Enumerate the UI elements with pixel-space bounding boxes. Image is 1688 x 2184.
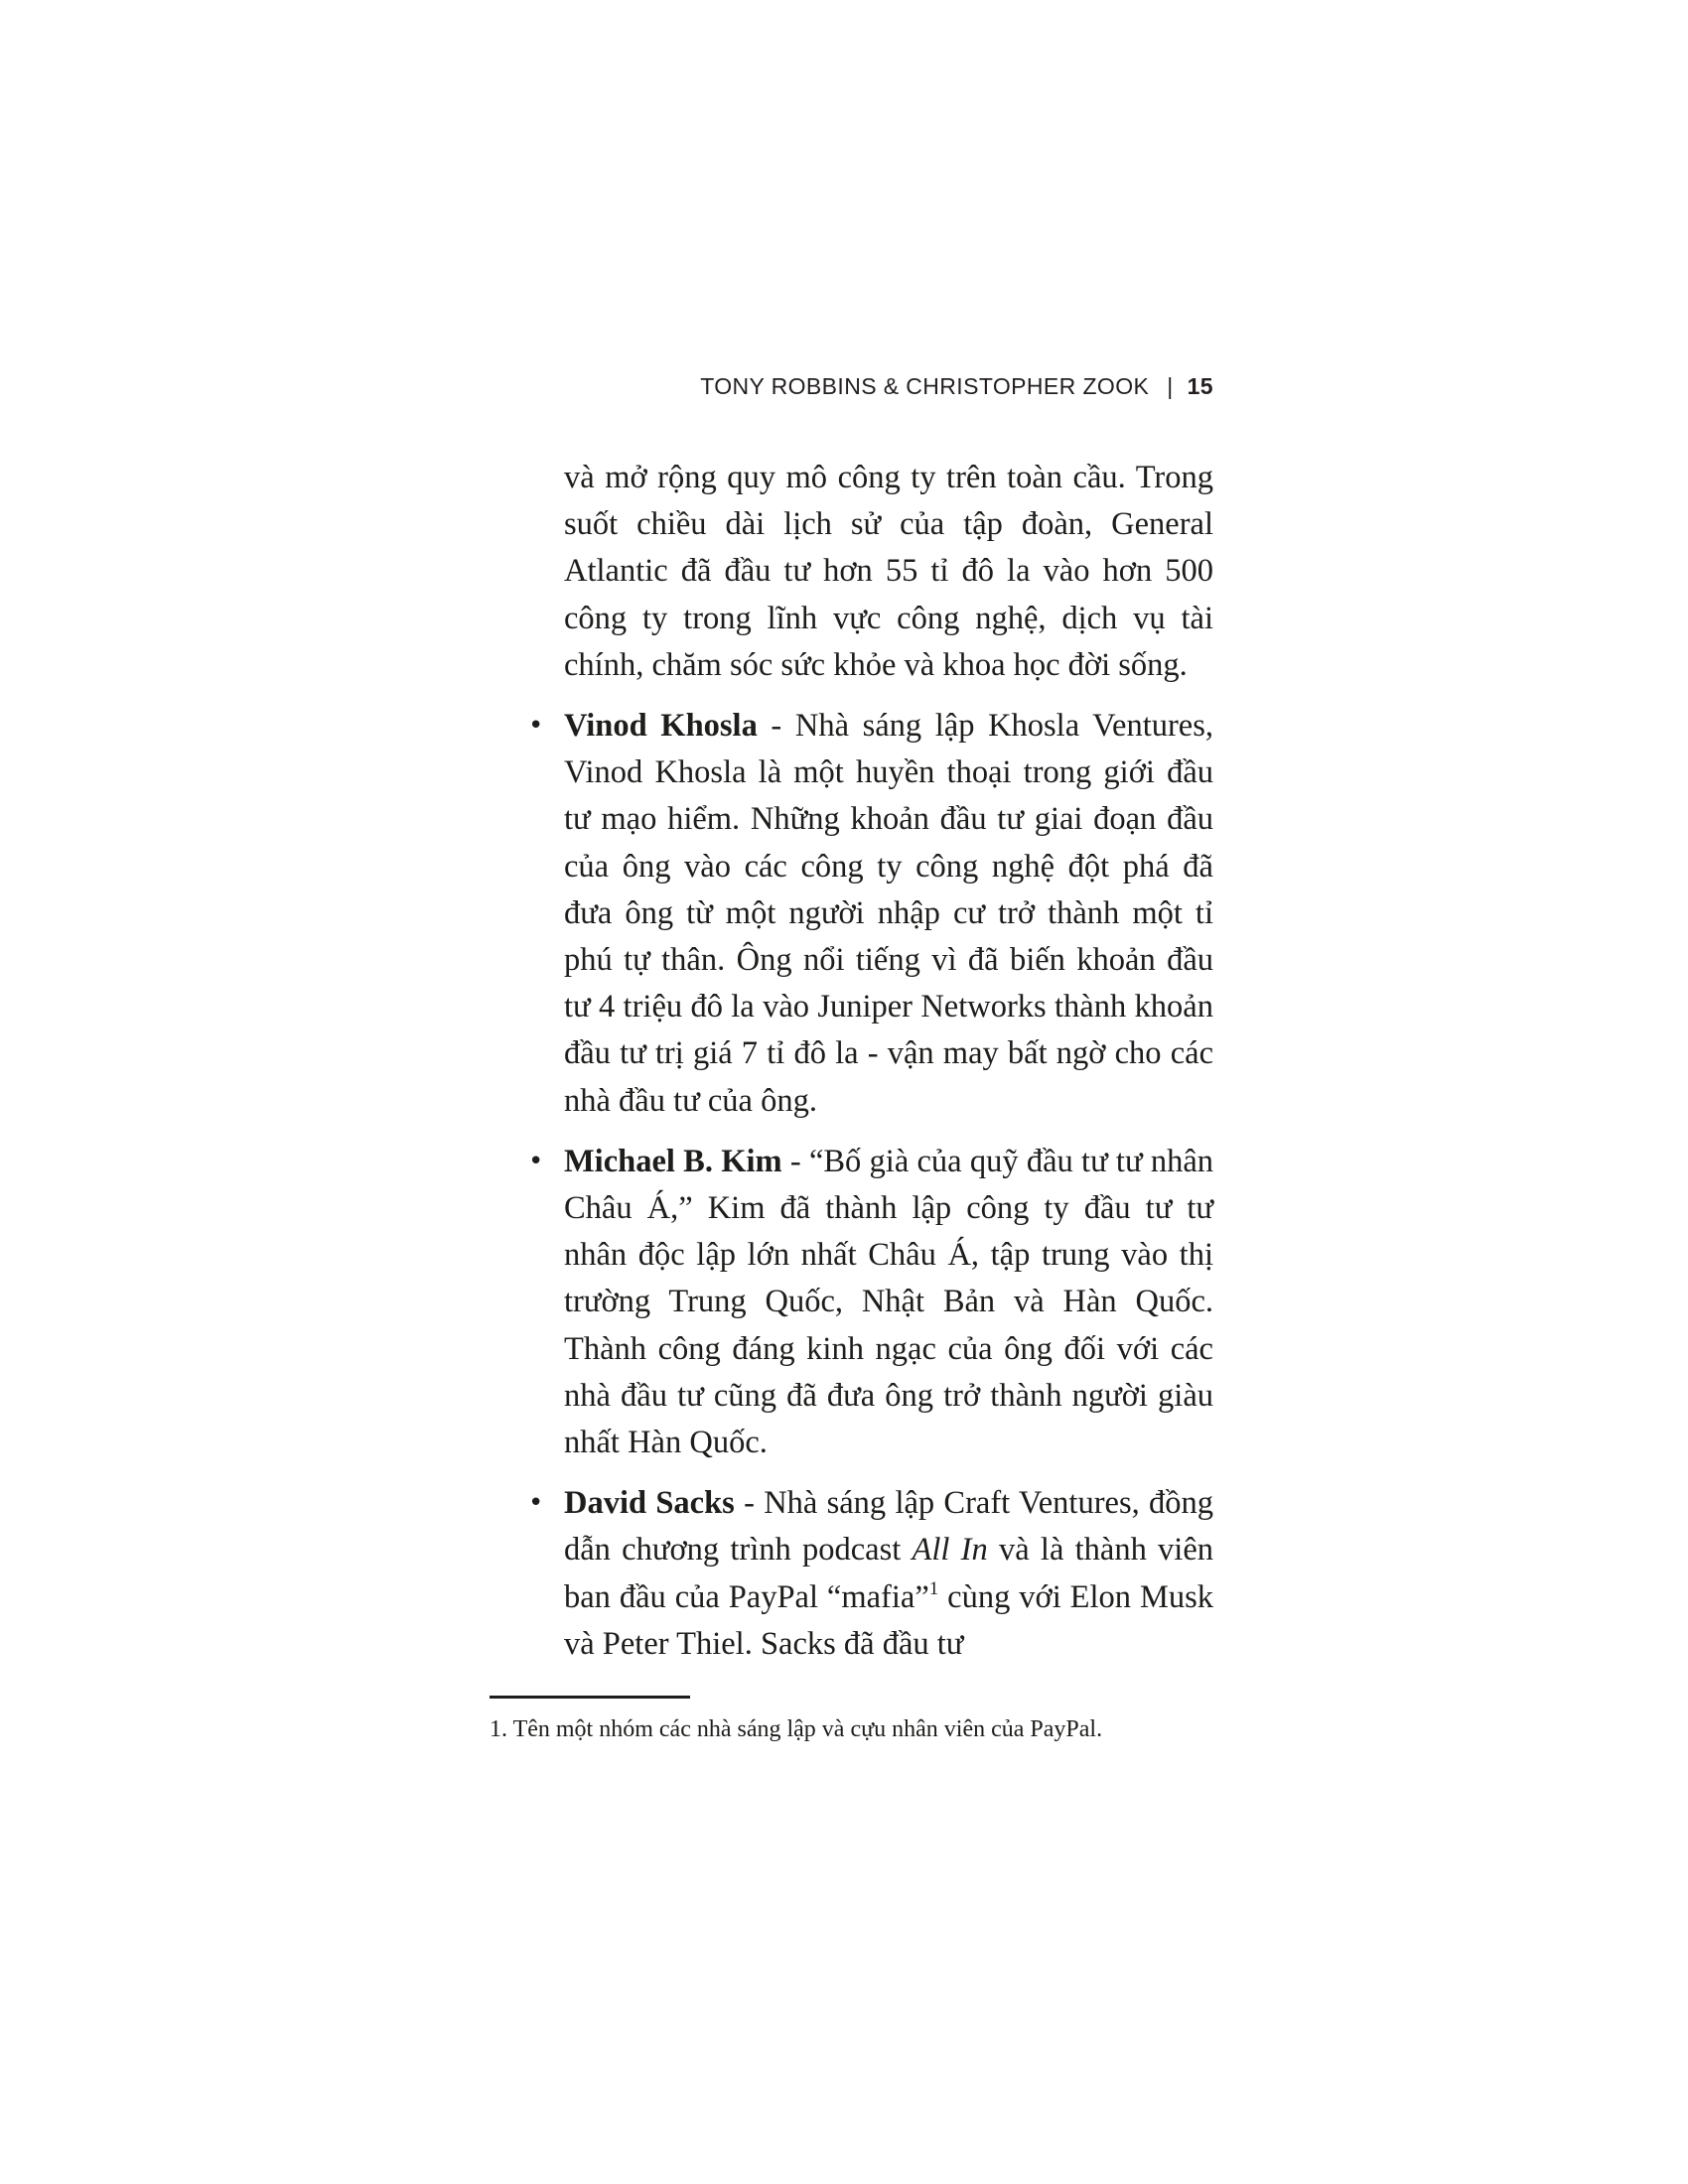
body-text: [564, 455, 1213, 1682]
running-head-separator: |: [1167, 373, 1174, 399]
running-head-authors: TONY ROBBINS & CHRISTOPHER ZOOK: [700, 373, 1150, 399]
footnote: 1. Tên một nhóm các nhà sáng lập và cựu nhân viên của PayPal.: [490, 1716, 1103, 1742]
list-item-vinod-khosla: [564, 703, 1213, 1125]
list-item-david-sacks: [564, 1480, 1213, 1668]
investor-description: - “Bố già của quỹ đầu tư tư nhân Châu Á,” Kim đã thành lập công ty đầu tư tư nhân độc lập lớn nhất Châu Á, tập trung vào thị trường Trung Quốc, Nhật Bản và Hàn Quốc. Thành công đáng kinh ngạc của ông đối với các nhà đầu tư cũng đã đưa ông trở thành người giàu nhất Hàn Quốc.: [564, 1143, 1214, 1461]
intro-paragraph: và mở rộng quy mô công ty trên toàn cầu. Trong suốt chiều dài lịch sử của tập đoàn, General Atlantic đã đầu tư hơn 55 tỉ đô la vào hơn 500 công ty trong lĩnh vực công nghệ, dịch vụ tài chính, chăm sóc sức khỏe và khoa học đời sống.: [564, 460, 1213, 683]
page-number: 15: [1187, 373, 1213, 399]
footnote-divider: [490, 1696, 690, 1699]
investor-description-cont: và là thành viên ban đầu của PayPal “mafia”: [564, 1532, 1214, 1615]
investor-description: - Nhà sáng lập Khosla Ventures, Vinod Khosla là một huyền thoại trong giới đầu tư mạo hiểm. Những khoản đầu tư giai đoạn đầu của ông vào các công ty công nghệ đột phá đã đưa ông từ một người nhập cư trở thành một tỉ phú tự thân. Ông nổi tiếng vì đã biến khoản đầu tư 4 triệu đô la vào Juniper Networks thành khoản đầu tư trị giá 7 tỉ đô la - vận may bất ngờ cho các nhà đầu tư của ông.: [564, 708, 1213, 1119]
footnote-marker: 1: [928, 1577, 939, 1599]
investor-name: Vinod Khosla: [564, 708, 758, 745]
investor-name: Michael B. Kim: [564, 1143, 782, 1179]
podcast-title: All In: [912, 1532, 988, 1569]
investor-description-end: cùng với Elon Musk và Peter Thiel. Sacks đã đầu tư: [564, 1578, 1213, 1662]
running-head: [700, 373, 1213, 400]
investor-name: David Sacks: [564, 1485, 735, 1522]
investor-list: [564, 703, 1213, 1668]
list-item-michael-kim: [564, 1139, 1213, 1466]
investor-description: - Nhà sáng lập Craft Ventures, đồng dẫn chương trình podcast: [564, 1485, 1213, 1569]
